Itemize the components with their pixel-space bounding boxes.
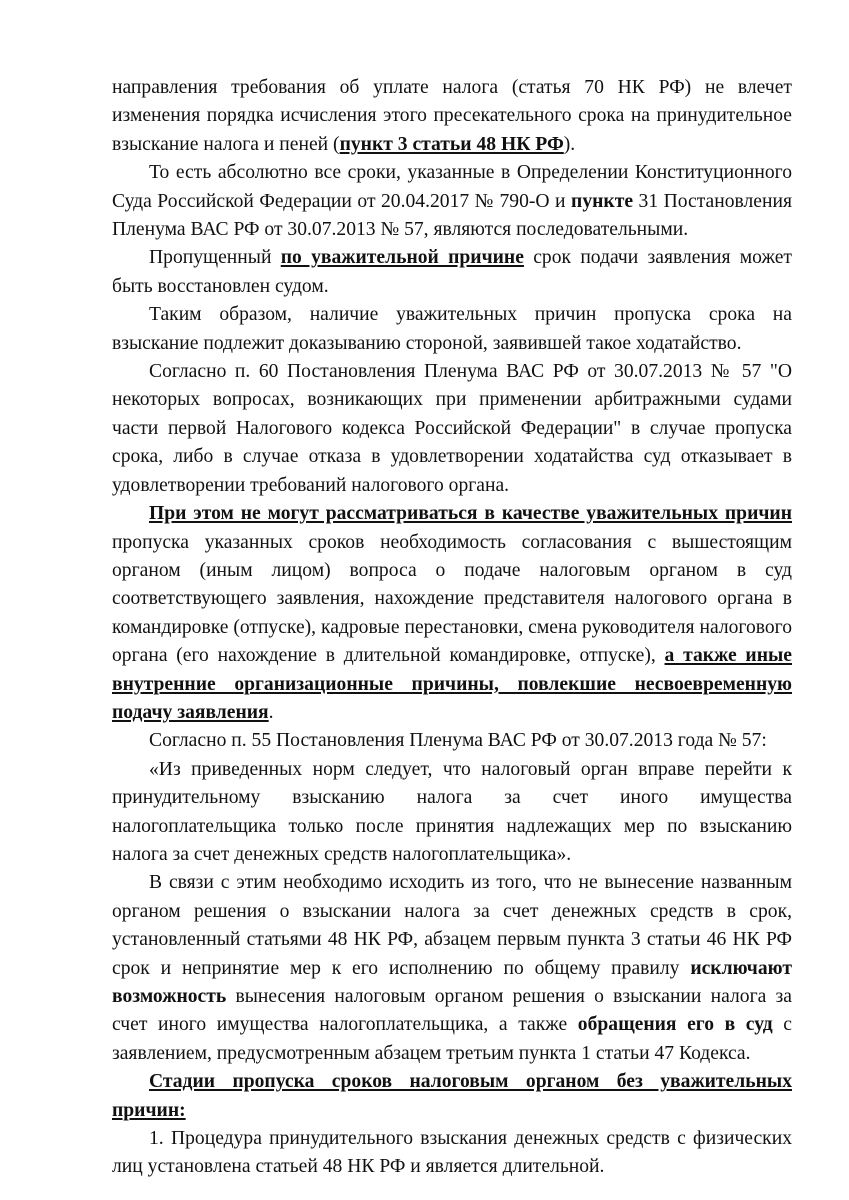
bold-phrase-2: обращения его в суд: [577, 1014, 773, 1036]
paragraph-2: То есть абсолютно все сроки, указанные в Определении Конституционного Суда Российской Федерации от 20.04.2017 № 790-О и пункте 31 Постановления Пленума ВАС РФ от 30.07.2013 № 57, являются последовательными.: [112, 162, 792, 241]
bold-phrase-1: исключают возможность: [112, 957, 792, 1007]
paragraph-5: Согласно п. 60 Постановления Пленума ВАС РФ от 30.07.2013 № 57 "О некоторых вопросах, возникающих при применении арбитражными судами части первой Налогового кодекса Российской Федерации" в случае пропуска срока, либо в случае отказа в удовлетворении ходатайства суд отказывает в удовлетворении требований налогового органа.: [112, 361, 792, 496]
bold-underlined-phrase: по уважительной причине: [280, 247, 524, 269]
document-body: [112, 74, 792, 1182]
paragraph-9: В связи с этим необходимо исходить из того, что не вынесение названным органом решения о взыскании налога за счет денежных средств в срок, установленный статьями 48 НК РФ, абзацем первым пункта 3 статьи 46 НК РФ срок и непринятие мер к его исполнению по общему правилу исключают возможность вынесения налоговым органом решения о взыскании налога за счет иного имущества налогоплательщика, а также обращения его в суд с заявлением, предусмотренным абзацем третьим пункта 1 статьи 47 Кодекса.: [112, 872, 792, 1064]
paragraph-11: 1. Процедура принудительного взыскания денежных средств с физических лиц установлена статьей 48 НК РФ и является длительной.: [112, 1128, 792, 1178]
paragraph-1: направления требования об уплате налога (статья 70 НК РФ) не влечет изменения порядка исчисления этого пресекательного срока на принудительное взыскание налога и пеней (пункт 3 статьи 48 НК РФ).: [112, 77, 792, 155]
paragraph-4: Таким образом, наличие уважительных причин пропуска срока на взыскание подлежит доказыванию стороной, заявившей такое ходатайство.: [112, 304, 792, 354]
paragraph-3: Пропущенный по уважительной причине срок подачи заявления может быть восстановлен судом.: [112, 247, 792, 297]
bold-term: пункте: [571, 190, 634, 212]
bold-underlined-conclusion: а также иные внутренние организационные причины, повлекшие несвоевременную подачу заявления: [112, 645, 792, 723]
paragraph-7: Согласно п. 55 Постановления Пленума ВАС РФ от 30.07.2013 года № 57:: [149, 730, 767, 752]
bold-underlined-lead: При этом не могут рассматриваться в качестве уважительных причин: [149, 503, 792, 525]
paragraph-8-quote: «Из приведенных норм следует, что налоговый орган вправе перейти к принудительному взысканию налога за счет иного имущества налогоплательщика только после принятия надлежащих мер по взысканию налога за счет денежных средств налогоплательщика».: [112, 758, 792, 865]
section-heading: Стадии пропуска сроков налоговым органом без уважительных причин:: [112, 1071, 792, 1121]
paragraph-6: При этом не могут рассматриваться в качестве уважительных причин пропуска указанных сроков необходимость согласования с вышестоящим органом (иным лицом) вопроса о подаче налоговым органом в суд соответствующего заявления, нахождение представителя налогового органа в командировке (отпуске), кадровые перестановки, смена руководителя налогового органа (его нахождение в длительной командировке, отпуске), а также иные внутренние организационные причины, повлекшие несвоевременную подачу заявления.: [112, 503, 792, 723]
bold-reference: пункт 3 статьи 48 НК РФ: [339, 133, 564, 155]
